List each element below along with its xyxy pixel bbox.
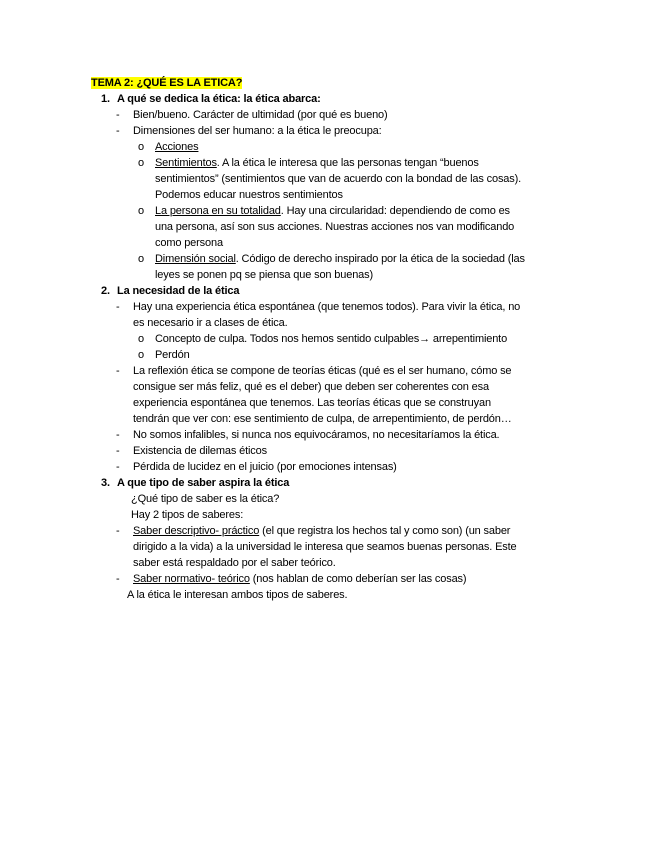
bullet-circle: o [138,141,144,153]
list-item-saber-descriptivo: Saber descriptivo- práctico (el que registra los hechos tal y como son) (un saber [133,525,511,537]
subitem-persona: La persona en su totalidad. Hay una circularidad: dependiendo de como es [155,205,510,217]
section-2-heading: La necesidad de la ética [117,285,240,297]
bullet-dash: - [116,109,120,121]
bullet-circle: o [138,253,144,265]
bullet-circle: o [138,157,144,169]
bullet-dash: - [116,301,120,313]
bullet-dash: - [116,525,120,537]
subitem-text-line: una persona, así son sus acciones. Nuestras acciones nos van modificando [155,221,515,233]
section-3-heading: A que tipo de saber aspira la ética [117,477,290,489]
list-item-line: experiencia espontánea que tenemos. Las teorías éticas que se construyan [133,397,491,409]
list-item-line: tendrán que ver con: ese sentimiento de culpa, de arrepentimiento, de perdón… [133,413,512,425]
subitem-acciones: Acciones [155,141,199,153]
list-item: La reflexión ética se compone de teorías éticas (qué es el ser humano, cómo se [133,365,512,377]
subitem-sentimientos: Sentimientos. A la ética le interesa que las personas tengan “buenos [155,157,479,169]
closing-text: A la ética le interesan ambos tipos de saberes. [127,589,348,601]
list-item-line: saber está respaldado por el saber teórico. [133,557,336,569]
bullet-circle: o [138,205,144,217]
list-item: Pérdida de lucidez en el juicio (por emociones intensas) [133,461,397,473]
list-item: Bien/bueno. Carácter de ultimidad (por qué es bueno) [133,109,388,121]
list-item-line: es necesario ir a clases de ética. [133,317,288,329]
subitem-dimension-social: Dimensión social. Código de derecho inspirado por la ética de la sociedad (las [155,253,525,265]
list-item: No somos infalibles, si nunca nos equivocáramos, no necesitaríamos la ética. [133,429,500,441]
list-item: Existencia de dilemas éticos [133,445,267,457]
intro-text: Hay 2 tipos de saberes: [131,509,244,521]
subitem-text-line: sentimientos” (sentimientos que van de acuerdo con la bondad de las cosas). [155,173,522,185]
document-title: TEMA 2: ¿QUÉ ES LA ETICA? [91,77,243,89]
list-item-line: dirigido a la vida) a la universidad le interesa que seamos buenas personas. Este [133,541,517,553]
list-item: Dimensiones del ser humano: a la ética le preocupa: [133,125,382,137]
question-text: ¿Qué tipo de saber es la ética? [131,493,280,505]
bullet-dash: - [116,365,120,377]
list-item: Hay una experiencia ética espontánea (que tenemos todos). Para vivir la ética, no [133,301,521,313]
bullet-circle: o [138,333,144,345]
bullet-dash: - [116,573,120,585]
bullet-dash: - [116,461,120,473]
bullet-circle: o [138,349,144,361]
list-item-saber-normativo: Saber normativo- teórico (nos hablan de como deberían ser las cosas) [133,573,467,585]
section-3-number: 3. [101,477,110,489]
section-1-number: 1. [101,93,110,105]
section-2-number: 2. [101,285,110,297]
bullet-dash: - [116,125,120,137]
bullet-dash: - [116,429,120,441]
list-item-line: consigue ser más feliz, qué es el deber) que deben ser coherentes con esa [133,381,489,393]
subitem-culpa: Concepto de culpa. Todos nos hemos sentido culpables→ arrepentimiento [155,333,508,345]
subitem-text-line: leyes se ponen pq se piensa que son buenas) [155,269,373,281]
subitem-text-line: Podemos educar nuestros sentimientos [155,189,343,201]
subitem-text-line: como persona [155,237,223,249]
section-1-heading: A qué se dedica la ética: la ética abarca: [117,93,321,105]
bullet-dash: - [116,445,120,457]
subitem-perdon: Perdón [155,349,190,361]
